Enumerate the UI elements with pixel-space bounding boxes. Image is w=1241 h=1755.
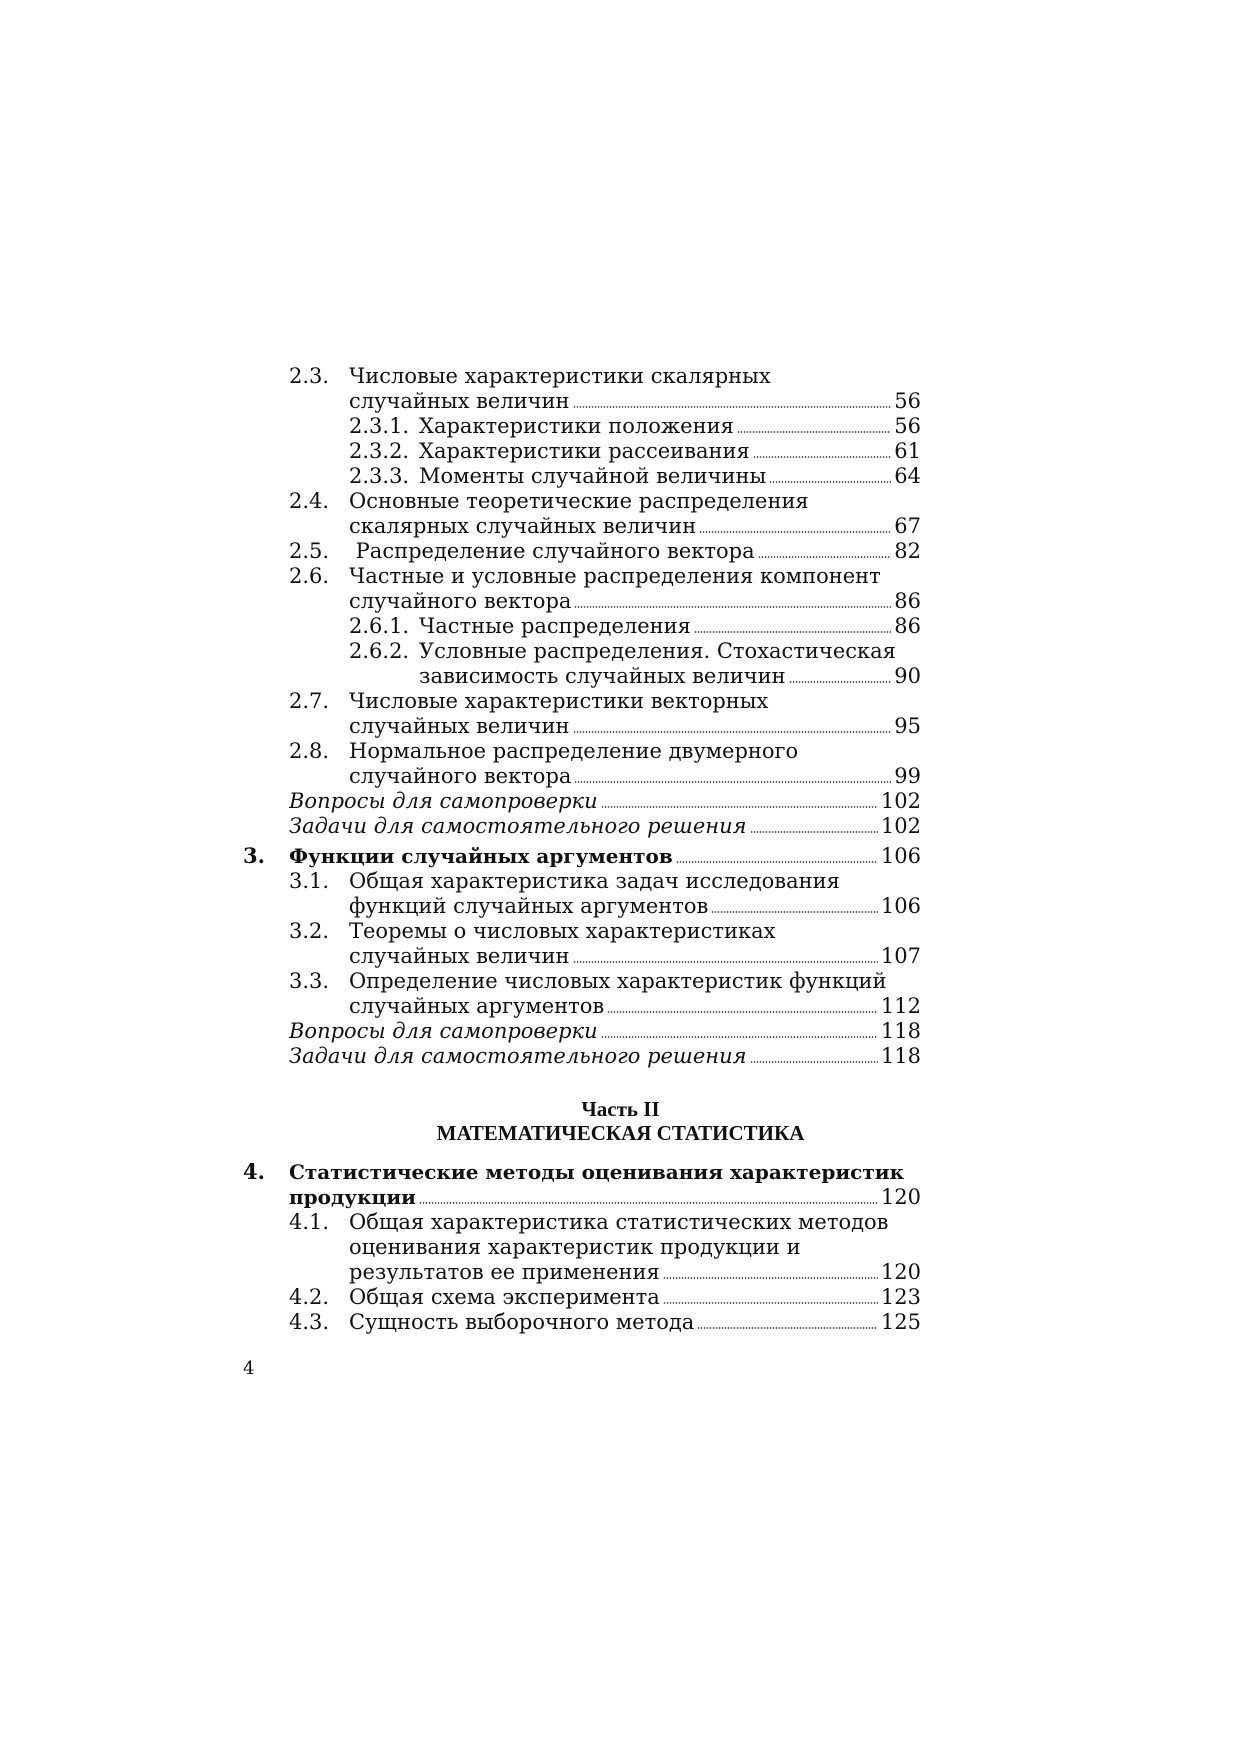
toc-entry-title: Теоремы о числовых характеристиках: [349, 919, 776, 943]
toc-entry-page: 125: [880, 1310, 921, 1334]
toc-entry-title: случайных аргументов: [349, 994, 605, 1018]
leader-dots: [789, 681, 892, 683]
toc-entry-title: Сущность выборочного метода: [349, 1310, 695, 1334]
toc-entry-title: случайных величин: [349, 389, 570, 413]
leader-dots: [419, 1202, 878, 1204]
toc-entry-title: Характеристики положения: [419, 414, 734, 438]
leader-dots: [574, 781, 891, 783]
toc-entry-number: 4.: [243, 1159, 265, 1184]
toc-entry-number: 4.2.: [289, 1285, 330, 1309]
toc-entry-title: Условные распределения. Стохастическая: [419, 639, 896, 663]
toc-entry-title: Числовые характеристики векторных: [349, 689, 769, 713]
toc-entry-leader: [419, 464, 921, 488]
toc-entry-title: случайных величин: [349, 714, 570, 738]
toc-entry-title: Нормальное распределение двумерного: [349, 739, 799, 763]
toc-entry-leader: [419, 614, 921, 638]
toc-entry-leader: [419, 664, 921, 688]
toc-entry-leader: [349, 944, 921, 968]
toc-entry-page: 106: [880, 844, 921, 868]
leader-dots: [601, 1036, 878, 1038]
leader-dots: [663, 1277, 878, 1279]
toc-entry-number: 4.3.: [289, 1310, 330, 1334]
toc-entry-number: 2.8.: [289, 739, 330, 763]
toc-entry-title: Основные теоретические распределения: [349, 489, 809, 513]
toc-entry-leader: [349, 1285, 921, 1309]
toc-entry-leader: [349, 389, 921, 413]
leader-dots: [573, 961, 878, 963]
toc-entry-title: Общая характеристика статистических методов: [349, 1210, 889, 1234]
toc-entry-number: 2.3.1.: [349, 414, 410, 438]
toc-entry-title: оценивания характеристик продукции и: [349, 1235, 801, 1259]
leader-dots: [574, 606, 891, 608]
leader-dots: [694, 631, 891, 633]
toc-entry-page: 86: [894, 614, 921, 638]
toc-entry-leader: [349, 1310, 921, 1334]
toc-entry-leader: [349, 539, 921, 563]
leader-dots: [750, 1061, 878, 1063]
toc-entry-number: 3.: [243, 843, 265, 868]
toc-entry-page: 102: [880, 789, 921, 813]
page-number: 4: [243, 1358, 255, 1379]
leader-dots: [607, 1011, 878, 1013]
leader-dots: [663, 1302, 878, 1304]
toc-entry-title: Вопросы для самопроверки: [289, 789, 598, 813]
toc-entry-number: 2.3.2.: [349, 439, 410, 463]
toc-entry-page: 118: [880, 1044, 921, 1068]
toc-entry-page: 67: [894, 514, 921, 538]
leader-dots: [750, 831, 878, 833]
leader-dots: [676, 861, 878, 863]
leader-dots: [699, 531, 891, 533]
toc-entry-number: 2.6.2.: [349, 639, 410, 663]
leader-dots: [711, 911, 878, 913]
toc-entry-page: 123: [880, 1285, 921, 1309]
toc-entry-page: 95: [894, 714, 921, 738]
leader-dots: [753, 456, 892, 458]
leader-dots: [697, 1327, 878, 1329]
part-title: МАТЕМАТИЧЕСКАЯ СТАТИСТИКА: [436, 1121, 805, 1145]
toc-entry-title: случайного вектора: [349, 589, 572, 613]
toc-entry-title: Числовые характеристики скалярных: [349, 364, 771, 388]
toc-entry-number: 2.4.: [289, 489, 330, 513]
toc-entry-title: зависимость случайных величин: [419, 664, 786, 688]
toc-entry-leader: [349, 764, 921, 788]
toc-entry-title: Частные распределения: [419, 614, 691, 638]
toc-entry-page: 56: [894, 389, 921, 413]
toc-entry-title: продукции: [289, 1185, 416, 1209]
toc-entry-page: 102: [880, 814, 921, 838]
toc-entry-number: 3.1.: [289, 869, 330, 893]
leader-dots: [573, 406, 892, 408]
toc-entry-number: 2.6.1.: [349, 614, 410, 638]
toc-entry-leader: [289, 1019, 921, 1043]
leader-dots: [769, 481, 891, 483]
toc-entry-page: 86: [894, 589, 921, 613]
toc-entry-leader: [289, 789, 921, 813]
toc-entry-number: 3.3.: [289, 969, 330, 993]
toc-entry-title: Определение числовых характеристик функций: [349, 969, 887, 993]
toc-entry-title: Статистические методы оценивания характеристик: [289, 1160, 905, 1184]
toc-entry-title: результатов ее применения: [349, 1260, 660, 1284]
toc-entry-title: Частные и условные распределения компонент: [349, 564, 881, 588]
leader-dots: [573, 731, 892, 733]
toc-entry-number: 3.2.: [289, 919, 330, 943]
toc-entry-title: Распределение случайного вектора: [349, 539, 755, 563]
part-label: Часть II: [581, 1097, 660, 1121]
toc-entry-page: 82: [894, 539, 921, 563]
toc-entry-title: скалярных случайных величин: [349, 514, 697, 538]
toc-entry-title: Общая характеристика задач исследования: [349, 869, 840, 893]
leader-dots: [737, 431, 891, 433]
leader-dots: [758, 556, 892, 558]
toc-entry-leader: [349, 1260, 921, 1284]
toc-entry-title: случайных величин: [349, 944, 570, 968]
toc-entry-number: 2.3.: [289, 364, 330, 388]
leader-dots: [601, 806, 878, 808]
toc-entry-leader: [289, 844, 921, 868]
toc-entry-title: Общая схема эксперимента: [349, 1285, 660, 1309]
toc-entry-title: Функции случайных аргументов: [289, 844, 673, 868]
toc-entry-page: 106: [880, 894, 921, 918]
toc-entry-title: Моменты случайной величины: [419, 464, 767, 488]
toc-entry-title: функций случайных аргументов: [349, 894, 709, 918]
toc-entry-page: 99: [894, 764, 921, 788]
toc-entry-number: 4.1.: [289, 1210, 330, 1234]
toc-entry-leader: [349, 514, 921, 538]
toc-entry-leader: [419, 414, 921, 438]
toc-entry-page: 61: [894, 439, 921, 463]
toc-entry-page: 120: [880, 1260, 921, 1284]
toc-entry-leader: [289, 1044, 921, 1068]
toc-entry-number: 2.6.: [289, 564, 330, 588]
toc-entry-title: Характеристики рассеивания: [419, 439, 750, 463]
toc-entry-title: Задачи для самостоятельного решения: [289, 814, 747, 838]
toc-entry-title: Вопросы для самопроверки: [289, 1019, 598, 1043]
toc-entry-page: 112: [880, 994, 921, 1018]
toc-entry-number: 2.5.: [289, 539, 330, 563]
toc-entry-leader: [349, 894, 921, 918]
toc-entry-page: 120: [880, 1185, 921, 1209]
toc-entry-number: 2.3.3.: [349, 464, 410, 488]
toc-entry-leader: [289, 814, 921, 838]
toc-entry-page: 64: [894, 464, 921, 488]
toc-entry-leader: [349, 714, 921, 738]
toc-entry-leader: [419, 439, 921, 463]
toc-entry-number: 2.7.: [289, 689, 330, 713]
toc-entry-title: Задачи для самостоятельного решения: [289, 1044, 747, 1068]
toc-entry-page: 90: [894, 664, 921, 688]
toc-entry-title: случайного вектора: [349, 764, 572, 788]
toc-entry-leader: [349, 589, 921, 613]
toc-entry-leader: [349, 994, 921, 1018]
toc-entry-leader: [289, 1185, 921, 1209]
toc-entry-page: 107: [880, 944, 921, 968]
toc-entry-page: 118: [880, 1019, 921, 1043]
toc-entry-page: 56: [894, 414, 921, 438]
